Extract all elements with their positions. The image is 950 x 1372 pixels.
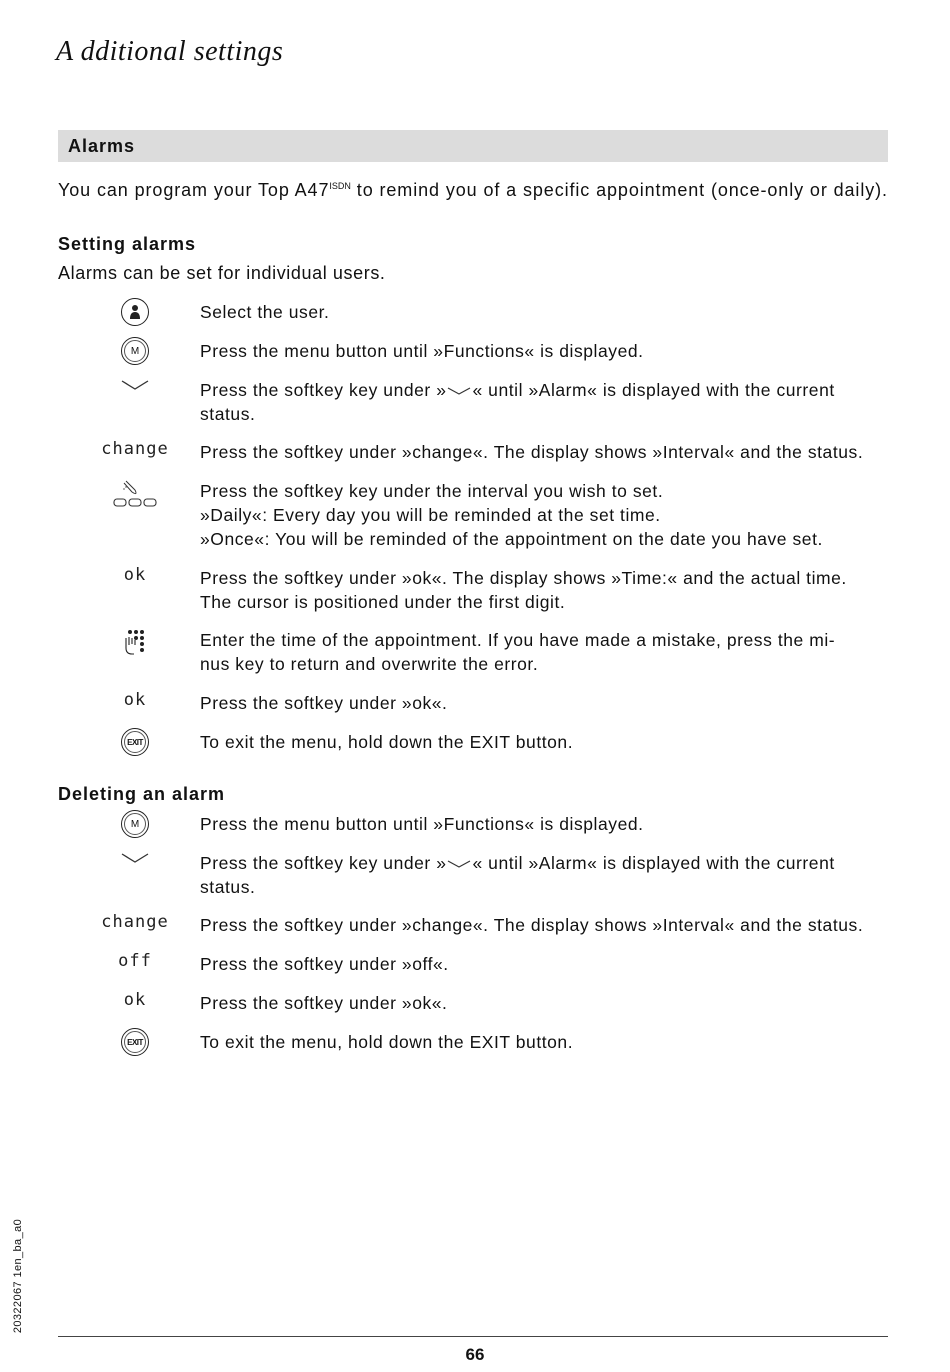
step-line: Press the softkey under »off«. <box>200 954 449 974</box>
step-line <box>200 378 890 402</box>
step-line: status. <box>200 877 256 897</box>
setting-step-7 <box>70 628 900 676</box>
exit-button-label: EXIT <box>127 1037 143 1047</box>
setting-step-5 <box>70 479 900 551</box>
step-suffix: « until »Alarm« is displayed with the current <box>472 380 835 400</box>
step-prefix: Press the softkey key under » <box>200 853 447 873</box>
off-display-label: off <box>118 951 152 971</box>
step-line: Press the softkey under »ok«. <box>200 693 448 713</box>
step-line: Press the menu button until »Functions« is displayed. <box>200 341 644 361</box>
softkey-down-icon <box>120 851 150 865</box>
setting-step-3 <box>70 378 900 426</box>
change-display-label: change <box>101 439 169 459</box>
menu-button-icon <box>121 810 149 838</box>
menu-button-label: M <box>124 340 146 362</box>
isdn-superscript: ISDN <box>329 181 351 191</box>
step-line: Press the softkey under »ok«. The display shows »Time:« and the actual time. <box>200 568 847 588</box>
step-line: Press the softkey key under the interval you wish to set. <box>200 481 664 501</box>
step-line: Press the menu button until »Functions« is displayed. <box>200 814 644 834</box>
page-number: 66 <box>465 1345 485 1364</box>
deleting-step-2 <box>70 851 900 899</box>
softkey-down-icon <box>446 385 472 397</box>
deleting-alarm-heading: Deleting an alarm <box>58 784 226 804</box>
step-line: »Once«: You will be reminded of the appointment on the date you have set. <box>200 529 823 549</box>
keypad-icon <box>122 628 148 656</box>
step-line: Enter the time of the appointment. If you have made a mistake, press the mi- <box>200 630 836 650</box>
ok-display-label: ok <box>123 990 147 1010</box>
deleting-step-6 <box>70 1030 900 1056</box>
step-prefix: Press the softkey key under » <box>200 380 447 400</box>
step-suffix: « until »Alarm« is displayed with the current <box>472 853 835 873</box>
step-line: nus key to return and overwrite the error. <box>200 654 539 674</box>
setting-step-9 <box>70 730 900 756</box>
setting-alarms-subtext: Alarms can be set for individual users. <box>58 263 386 283</box>
deleting-step-3 <box>70 913 900 937</box>
footer-divider <box>58 1336 888 1337</box>
ok-display-label: ok <box>123 565 147 585</box>
change-display-label: change <box>101 912 169 932</box>
setting-step-8 <box>70 691 900 715</box>
setting-step-1 <box>70 300 900 326</box>
step-line: The cursor is positioned under the first digit. <box>200 592 566 612</box>
deleting-step-5 <box>70 991 900 1015</box>
setting-step-2 <box>70 339 900 365</box>
exit-button-label: EXIT <box>127 737 143 747</box>
step-line: »Daily«: Every day you will be reminded at the set time. <box>200 505 661 525</box>
chapter-title: A dditional settings <box>56 36 284 67</box>
step-line: To exit the menu, hold down the EXIT button. <box>200 1032 574 1052</box>
step-line: Press the softkey under »ok«. <box>200 993 448 1013</box>
step-line <box>200 851 890 875</box>
user-button-icon <box>121 298 149 326</box>
intro-text-after: to remind you of a specific appointment (once-only or daily). <box>350 180 888 200</box>
setting-step-6 <box>70 566 900 614</box>
ok-display-label: ok <box>123 690 147 710</box>
exit-button-icon <box>121 728 149 756</box>
exit-button-icon <box>121 1028 149 1056</box>
menu-button-icon <box>121 337 149 365</box>
setting-alarms-heading: Setting alarms <box>58 234 197 254</box>
deleting-step-4 <box>70 952 900 976</box>
menu-button-label: M <box>124 813 146 835</box>
step-line: Press the softkey under »change«. The display shows »Interval« and the status. <box>200 442 864 462</box>
deleting-step-1 <box>70 812 900 838</box>
step-line: To exit the menu, hold down the EXIT button. <box>200 732 574 752</box>
softkey-press-icon <box>112 479 158 509</box>
step-line: Select the user. <box>200 302 330 322</box>
intro-text-before: You can program your Top A47 <box>58 180 330 200</box>
step-line: Press the softkey under »change«. The display shows »Interval« and the status. <box>200 915 864 935</box>
document-code: 20322067 1en_ba_a0 <box>12 1218 24 1334</box>
softkey-down-icon <box>446 858 472 870</box>
step-line: status. <box>200 404 256 424</box>
section-title-bar: Alarms <box>58 130 888 162</box>
intro-paragraph <box>58 180 898 201</box>
setting-step-4 <box>70 440 900 464</box>
softkey-down-icon <box>120 378 150 392</box>
